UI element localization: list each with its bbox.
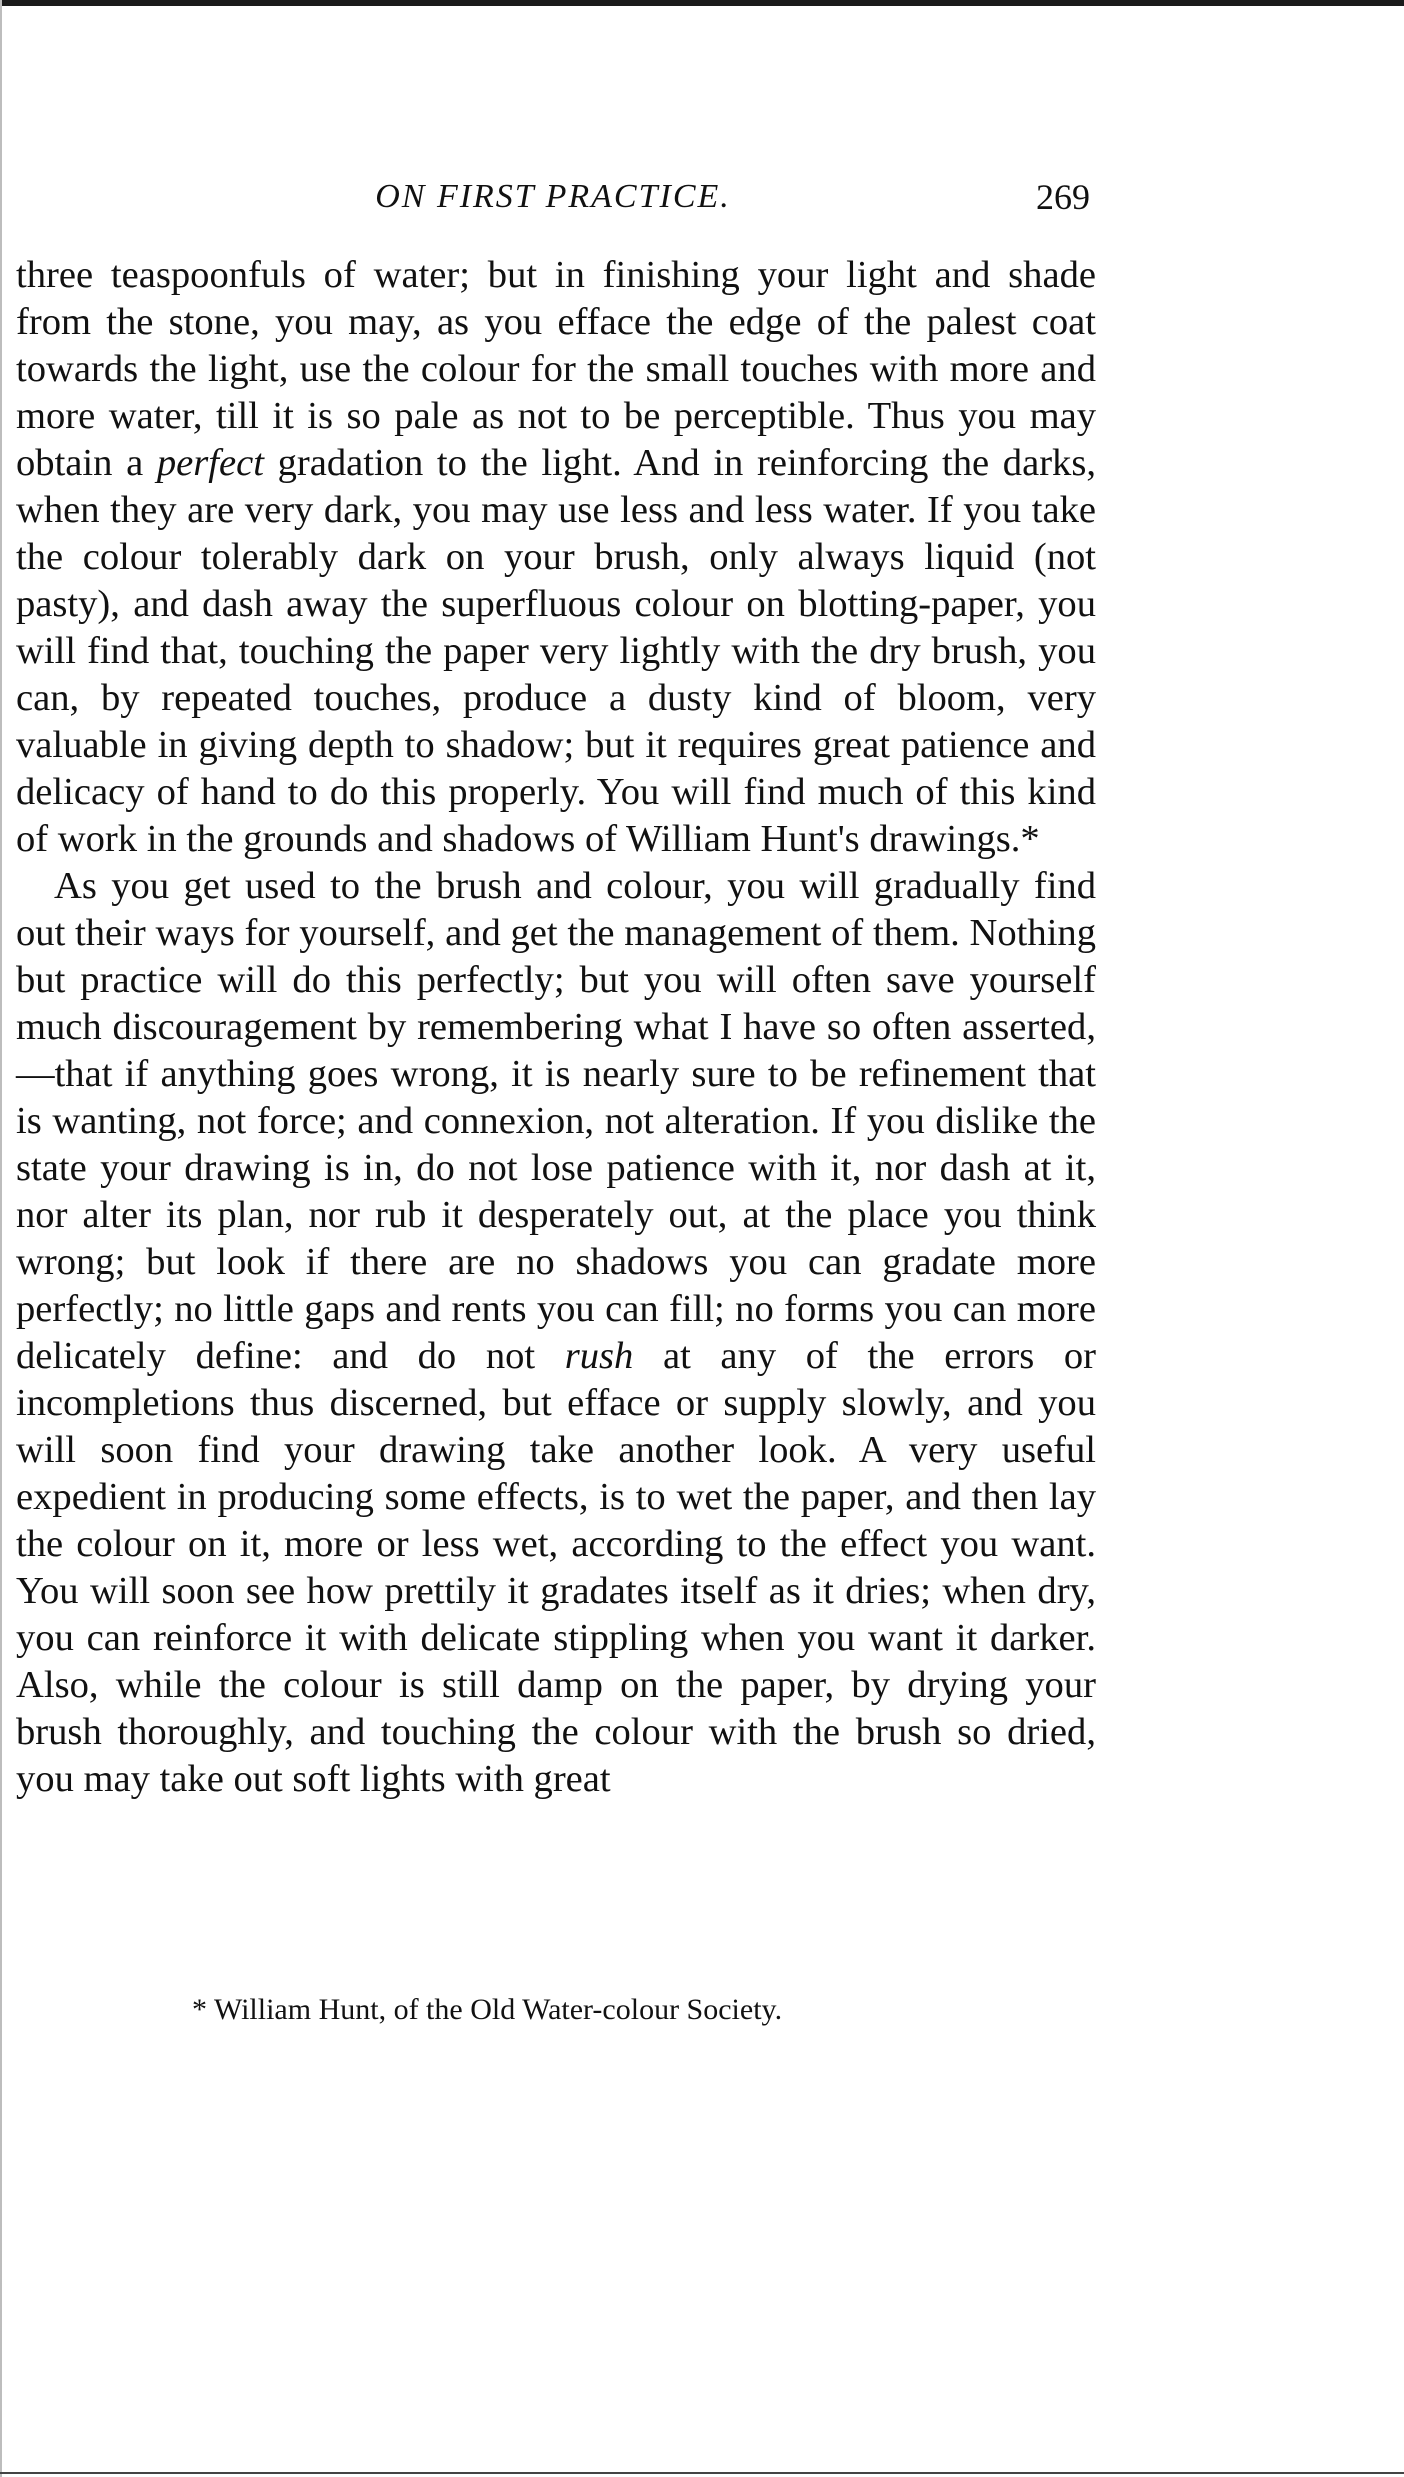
paragraph-1: [16, 252, 1096, 863]
paragraph-2-emphasis: rush: [564, 1335, 634, 1377]
footnote: * William Hunt, of the Old Water-colour Society.: [192, 1993, 783, 2026]
left-page-edge: [0, 0, 2, 2477]
paragraph-2-text-b: at any of the errors or incompletions thus discerned, but efface or supply slowly, and you will soon find your drawing take another look. A very useful expedient in producing some effects, is to wet the paper, and then lay the colour on it, more or less wet, according to the effect you want. You will soon see how prettily it gradates itself as it dries; when dry, you can reinforce it with delicate stippling when you want it darker. Also, while the colour is still damp on the paper, by drying your brush thoroughly, and touching the colour with the brush so dried, you may take out soft lights with great: [16, 1335, 1096, 1800]
page-header: [16, 176, 1090, 220]
bottom-edge-rule: [0, 2472, 1404, 2474]
paragraph-1-text-b: gradation to the light. And in reinforcing the darks, when they are very dark, you may use less and less water. If you take the colour tolerably dark on your brush, only always liquid (not pasty), and dash away the superfluous colour on blotting-paper, you will find that, touching the paper very lightly with the dry brush, you can, by repeated touches, produce a dusty kind of bloom, very valuable in giving depth to shadow; but it requires great patience and delicacy of hand to do this properly. You will find much of this kind of work in the grounds and shadows of William Hunt's drawings.*: [16, 442, 1096, 860]
running-head: ON FIRST PRACTICE.: [375, 178, 731, 215]
paragraph-2-text-a: As you get used to the brush and colour, you will gradually find out their ways for yourself, and get the management of them. Nothing but practice will do this perfectly; but you will often save yourself much discouragement by remembering what I have so often asserted,—that if anything goes wrong, it is nearly sure to be refinement that is wanting, not force; and connexion, not alteration. If you dislike the state your drawing is in, do not lose patience with it, nor dash at it, nor alter its plan, nor rub it desperately out, at the place you think wrong; but look if there are no shadows you can gradate more perfectly; no little gaps and rents you can fill; no forms you can more delicately define: and do not: [16, 865, 1096, 1377]
paragraph-1-text-a: three teaspoonfuls of water; but in finishing your light and shade from the stone, you may, as you efface the edge of the palest coat towards the light, use the colour for the small touches with more and more water, till it is so pale as not to be perceptible. Thus you may obtain a: [16, 254, 1096, 484]
body-text: [16, 252, 1096, 1803]
page-number: 269: [1036, 177, 1090, 217]
paragraph-1-emphasis: perfect: [156, 442, 264, 484]
top-edge-rule: [0, 0, 1404, 6]
paragraph-2: [16, 863, 1096, 1803]
